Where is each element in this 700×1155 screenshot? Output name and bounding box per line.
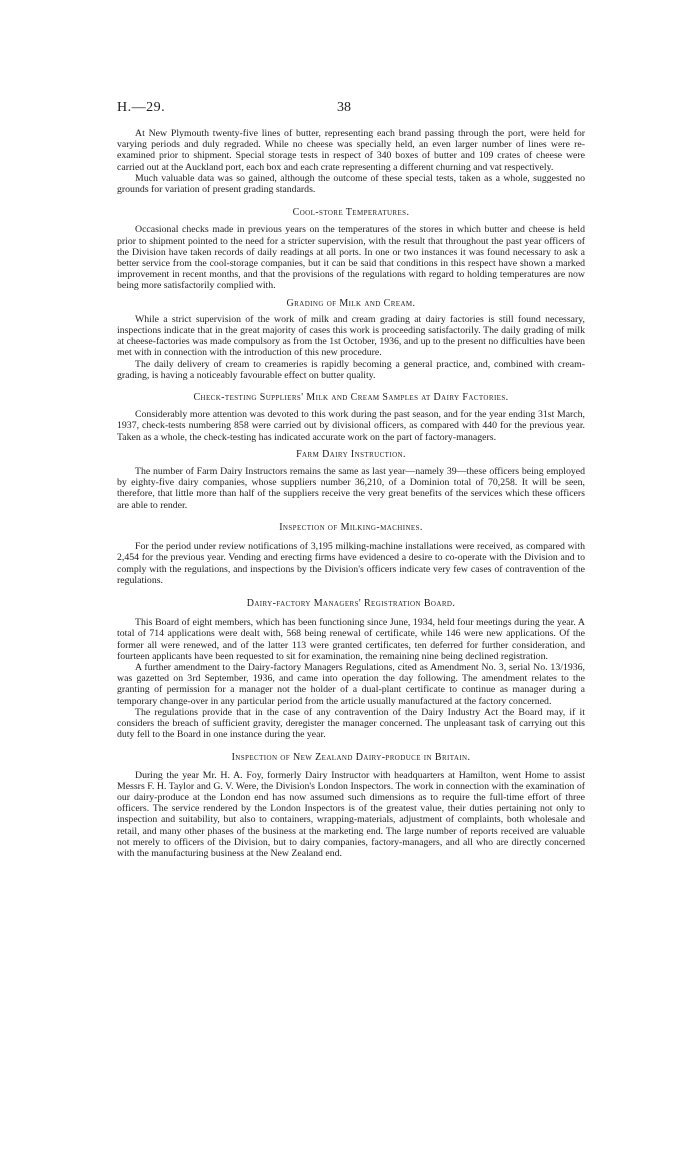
intro-paragraph: At New Plymouth twenty-five lines of butter, representing each brand passing through the port, were held for varying periods and duly regraded. While no cheese was specially held, an even larger number of lines were re-examined prior to shipment. Special storage tests in respect of 340 boxes of butter and 109 crates of cheese were carried out at the Auckland port, each box and each crate representing a different churning and vat respectively. <box>117 128 585 173</box>
section-heading-farm-dairy-instruction: Farm Dairy Instruction. <box>296 448 406 460</box>
section-heading-grading-of-milk-and-cream: Grading of Milk and Cream. <box>286 297 416 309</box>
section-heading-check-testing: Check-testing Suppliers' Milk and Cream Samples at Dairy Factories. <box>193 392 509 404</box>
section-paragraph: The regulations provide that in the case of any contravention of the Dairy Industry Act the Board may, if it considers the breach of sufficient gravity, deregister the manager concerned. The unpleasant task of carrying out this duty fell to the Board in one instance during the year. <box>117 706 585 741</box>
section-paragraph: The number of Farm Dairy Instructors remains the same as last year—namely 39—these officers being employed by eighty-five dairy companies, whose suppliers number 36,210, of a Dominion total of 70,258. It will be seen, therefore, that little more than half of the suppliers receive the very great benefits of the services which these officers are able to render. <box>117 466 585 511</box>
intro-paragraph: Much valuable data was so gained, although the outcome of these special tests, taken as a whole, suggested no grounds for variation of present grading standards. <box>117 172 585 196</box>
section-paragraph: This Board of eight members, which has been functioning since June, 1934, held four meetings during the year. A total of 714 applications were dealt with, 568 being renewal of certificate, while 146 were new applications. Of the former all were renewed, and of the latter 113 were granted certificates, ten deferred for further consideration, and fourteen applicants have been requested to sit for examination, the remaining nine being declined registration. <box>117 617 585 662</box>
page-number: 38 <box>337 100 351 115</box>
section-paragraph: For the period under review notifications of 3,195 milking-machine installations were received, as compared with 2,454 for the previous year. Vending and erecting firms have evidenced a desire to co-operate with the Division and to comply with the regulations, and inspections by the Division's officers indicate very few cases of contravention of the regulations. <box>117 541 585 586</box>
section-paragraph: Considerably more attention was devoted to this work during the past season, and for the year ending 31st March, 1937, check-tests numbering 858 were carried out by divisional officers, as compared with 440 for the previous year. Taken as a whole, the check-testing has indicated accurate work on the part of factory-managers. <box>117 409 585 443</box>
document-reference: H.—29. <box>117 100 166 115</box>
section-heading-cool-store-temperatures: Cool-store Temperatures. <box>292 207 410 219</box>
section-paragraph: While a strict supervision of the work of milk and cream grading at dairy factories is still found necessary, inspections indicate that in the great majority of cases this work is proceeding satisfactorily. The daily grading of milk at cheese-factories was made compulsory as from the 1st October, 1936, and up to the present no difficulties have been met with in connection with the introduction of this new procedure. <box>117 313 585 359</box>
section-paragraph: A further amendment to the Dairy-factory Managers Regulations, cited as Amendment No. 3, serial No. 13/1936, was gazetted on 3rd September, 1936, and came into operation the day following. The amendment relates to the granting of permission for a manager not the holder of a dual-plant certificate to continue as manager during a temporary change-over in any particular period from the article usually manufactured at the factory concerned. <box>117 661 585 707</box>
section-paragraph: The daily delivery of cream to creameries is rapidly becoming a general practice, and, combined with cream-grading, is having a noticeably favourable effect on butter quality. <box>117 358 585 381</box>
section-heading-inspection-of-milking-machines: Inspection of Milking-machines. <box>279 521 423 533</box>
body-text <box>117 128 585 859</box>
section-paragraph: Occasional checks made in previous years on the temperatures of the stores in which butter and cheese is held prior to shipment pointed to the need for a stricter supervision, with the result that throughout the past year officers of the Division have taken records of daily readings at all ports. In one or two instances it was found necessary to ask a better service from the cool-storage companies, but it can be said that conditions in this respect have shown a marked improvement in recent months, and that the provisions of the regulations with regard to holding temperatures are now being more satisfactorily complied with. <box>117 224 585 292</box>
section-paragraph: During the year Mr. H. A. Foy, formerly Dairy Instructor with headquarters at Hamilton, went Home to assist Messrs F. H. Taylor and G. V. Were, the Division's London Inspectors. The work in connection with the examination of our dairy-produce at the London end has now assumed such dimensions as to require the full-time effort of three officers. The service rendered by the London Inspectors is of the greatest value, their duties pertaining not only to inspection and suitability, but also to containers, wrapping-materials, adjustment of complaints, both wholesale and retail, and many other phases of the business at the marketing end. The large number of reports received are valuable not merely to officers of the Division, but to dairy companies, factory-managers, and all who are directly concerned with the manufacturing business at the New Zealand end. <box>117 769 585 859</box>
section-heading-registration-board: Dairy-factory Managers' Registration Board. <box>246 597 456 609</box>
section-heading-inspection-in-britain: Inspection of New Zealand Dairy-produce in Britain. <box>231 752 471 764</box>
